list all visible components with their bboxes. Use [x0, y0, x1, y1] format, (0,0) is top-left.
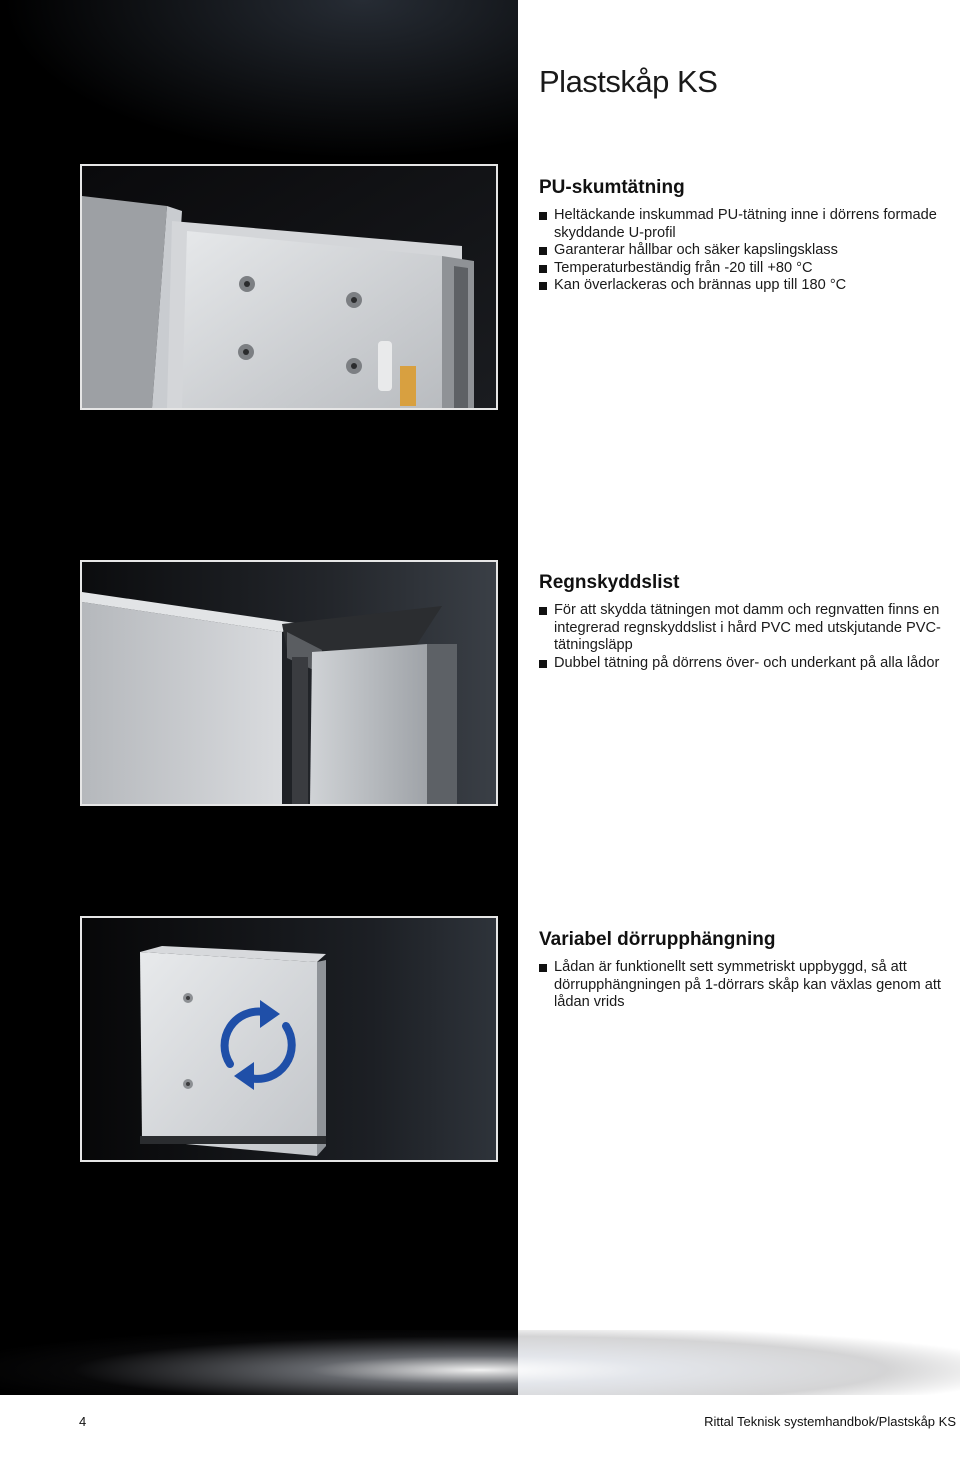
section-heading: PU-skumtätning [539, 177, 685, 198]
background-glow [0, 0, 518, 160]
bullet-item: Dubbel tätning på dörrens över- och underkant på alla lådor [539, 655, 954, 673]
bullet-item: Heltäckande inskummad PU-tätning inne i dörrens formade skyddande U-profil [539, 207, 954, 242]
page-title: Plastskåp KS [539, 64, 718, 99]
bullet-list [539, 602, 954, 672]
section-pu-seal [539, 177, 954, 295]
page-number: 4 [79, 1414, 87, 1429]
bullet-item: Kan överlackeras och brännas upp till 180 °C [539, 277, 954, 295]
section-rain-strip [539, 572, 954, 672]
bullet-item: Garanterar hållbar och säker kapslingsklass [539, 242, 954, 260]
page-footer [0, 1395, 960, 1467]
section-heading: Variabel dörrupphängning [539, 929, 776, 950]
bullet-item: För att skydda tätningen mot damm och regnvatten finns en integrerad regnskyddslist i hård PVC med utskjutande PVC-tätningsläpp [539, 602, 954, 655]
bullet-item: Lådan är funktionellt sett symmetriskt uppbyggd, så att dörrupphängningen på 1-dörrars skåp kan växlas genom att lådan vrids [539, 959, 954, 1012]
bullet-list [539, 959, 954, 1012]
section-door-hinge [539, 929, 954, 1012]
bullet-item: Temperaturbeständig från -20 till +80 °C [539, 260, 954, 278]
content-panel [518, 0, 960, 1467]
rain-strip-photo [80, 560, 498, 806]
pu-seal-photo [80, 164, 498, 410]
bullet-list [539, 207, 954, 295]
enclosure-photo [80, 916, 498, 1162]
footer-publication: Rittal Teknisk systemhandbok/Plastskåp KS [704, 1414, 956, 1429]
section-heading: Regnskyddslist [539, 572, 680, 593]
